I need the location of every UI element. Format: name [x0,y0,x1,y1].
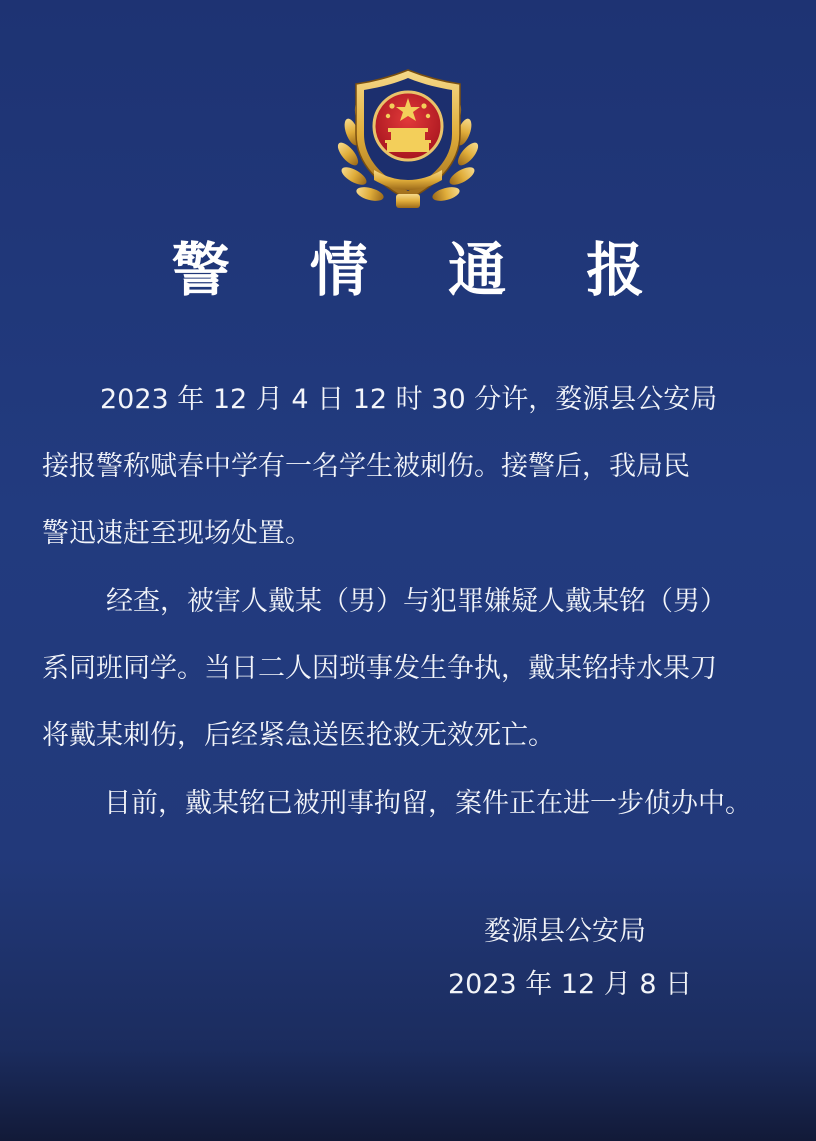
paragraph-investigation [42,568,782,769]
signature-organization: 婺源县公安局 [484,916,646,947]
notice-title: 警 情 通 报 [171,236,675,304]
paragraph-incident [42,366,782,567]
paragraph-line: 系同班同学。当日二人因琐事发生争执，戴某铭持水果刀 [42,653,717,684]
paragraph-line: 接报警称赋春中学有一名学生被刺伤。接警后，我局民 [42,451,690,482]
paragraph-line: 2023 年 12 月 4 日 12 时 30 分许，婺源县公安局 [100,384,718,415]
police-emblem-icon [330,62,486,220]
paragraph-line: 经查，被害人戴某（男）与犯罪嫌疑人戴某铭（男） [106,586,727,617]
paragraph-line: 警迅速赶至现场处置。 [42,518,312,549]
signature-date: 2023 年 12 月 8 日 [448,969,693,1000]
paragraph-line: 将戴某刺伤，后经紧急送医抢救无效死亡。 [42,720,555,751]
paragraph-line: 目前，戴某铭已被刑事拘留，案件正在进一步侦办中。 [104,788,752,819]
paragraph-status [42,770,782,837]
